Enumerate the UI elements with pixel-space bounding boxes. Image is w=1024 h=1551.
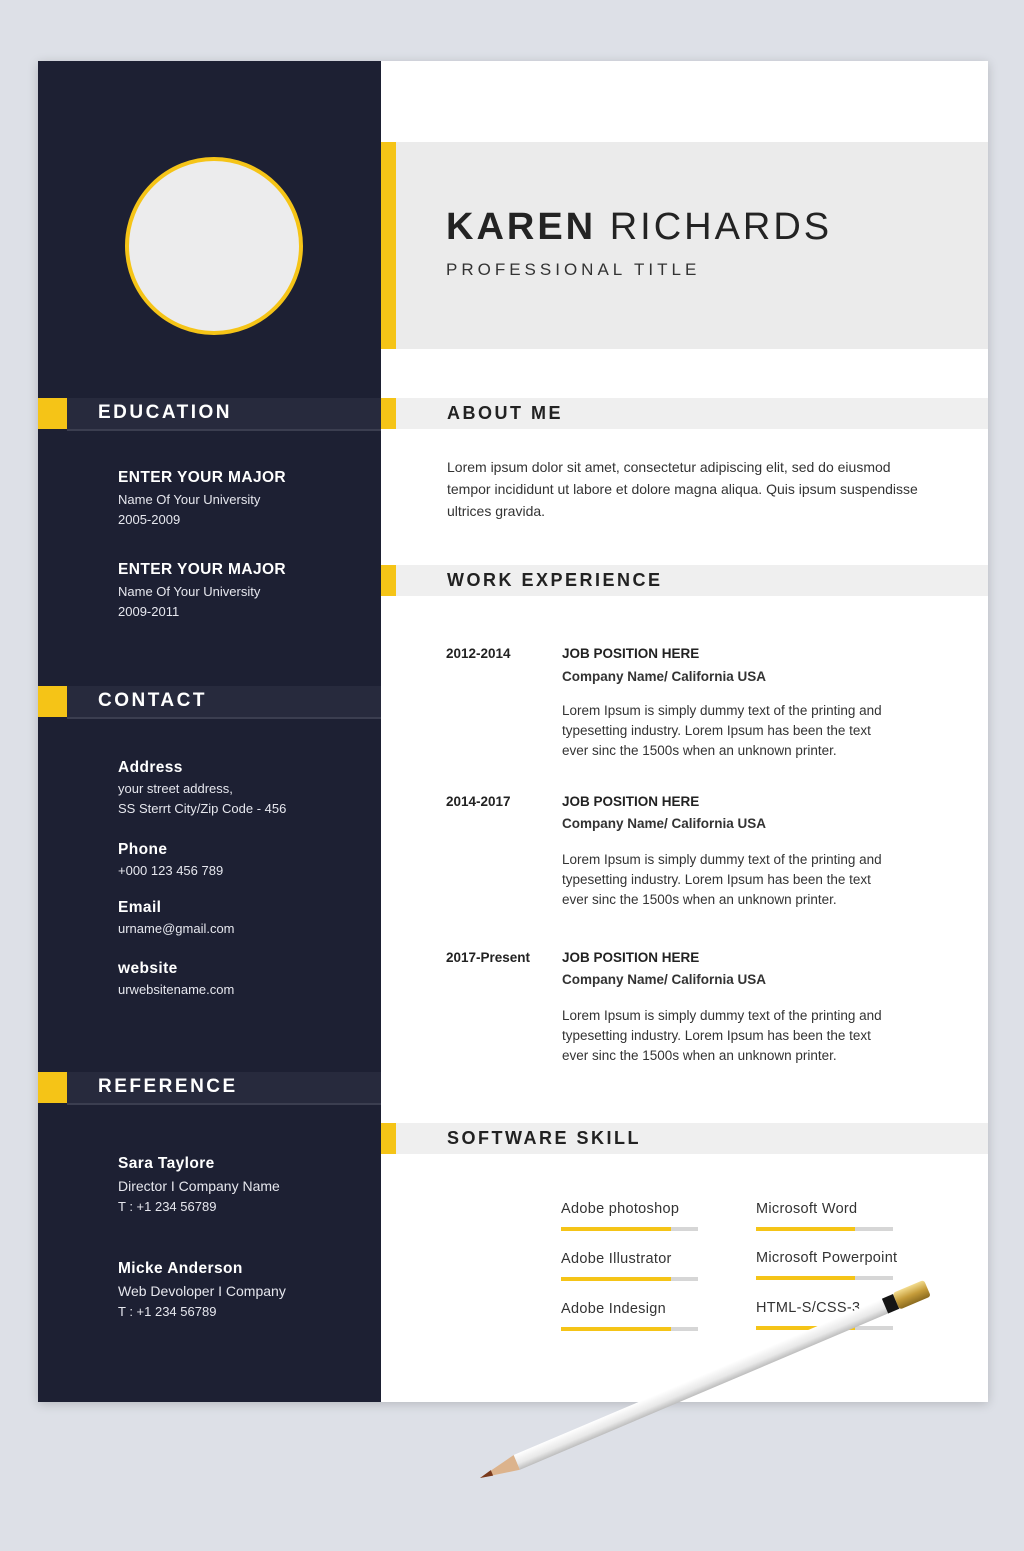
education-university: Name Of Your University xyxy=(118,492,261,507)
pencil-tip xyxy=(477,1455,520,1485)
skills-heading-label: SOFTWARE SKILL xyxy=(447,1128,641,1148)
education-major: ENTER YOUR MAJOR xyxy=(118,469,287,486)
pencil-body xyxy=(514,1291,907,1470)
professional-title: PROFESSIONAL TITLE xyxy=(446,260,701,279)
job-description: Lorem Ipsum is simply dummy text of the printing and typesetting industry. Lorem Ipsum has been the text ever sinc the 1500s when an unknown printer. xyxy=(562,703,882,758)
education-years: 2005-2009 xyxy=(118,512,181,527)
website-label: website xyxy=(118,960,178,977)
about-text: Lorem ipsum dolor sit amet, consectetur adipiscing elit, sed do eiusmod tempor incididunt ut labore et dolore magna aliqua. Quis ipsum suspendisse ultrices gravida. xyxy=(447,459,918,519)
job-company: Company Name/ California USA xyxy=(562,972,767,987)
skill-name: HTML-S/CSS-3 xyxy=(756,1300,861,1316)
work-heading-label: WORK EXPERIENCE xyxy=(447,570,663,590)
job-period: 2014-2017 xyxy=(446,794,511,809)
email-label: Email xyxy=(118,899,162,916)
skill-name: Adobe Indesign xyxy=(561,1301,666,1317)
reference-phone: T : +1 234 56789 xyxy=(118,1304,217,1319)
address-line-1: your street address, xyxy=(118,781,233,796)
skill-name: Adobe Illustrator xyxy=(561,1251,672,1267)
job-description: Lorem Ipsum is simply dummy text of the printing and typesetting industry. Lorem Ipsum has been the text ever sinc the 1500s when an unknown printer. xyxy=(562,852,882,907)
job-position: JOB POSITION HERE xyxy=(562,646,700,661)
about-heading-label: ABOUT ME xyxy=(447,403,563,423)
skill-name: Microsoft Word xyxy=(756,1201,858,1217)
phone-value: +000 123 456 789 xyxy=(118,863,224,878)
job-description: Lorem Ipsum is simply dummy text of the printing and typesetting industry. Lorem Ipsum has been the text ever sinc the 1500s when an unknown printer. xyxy=(562,1008,882,1063)
job-period: 2017-Present xyxy=(446,950,531,965)
reference-name: Micke Anderson xyxy=(118,1260,243,1277)
reference-role: Director I Company Name xyxy=(118,1178,280,1194)
phone-label: Phone xyxy=(118,841,168,858)
education-years: 2009-2011 xyxy=(118,604,180,619)
skill-name: Adobe photoshop xyxy=(561,1201,680,1217)
reference-name: Sara Taylore xyxy=(118,1155,215,1172)
first-name: KAREN xyxy=(446,206,597,248)
address-line-2: SS Sterrt City/Zip Code - 456 xyxy=(118,801,287,816)
education-heading-label: EDUCATION xyxy=(98,402,233,423)
pencil-cap xyxy=(893,1280,931,1310)
website-value[interactable]: urwebsitename.com xyxy=(118,982,235,997)
skill-name: Microsoft Powerpoint xyxy=(756,1250,898,1266)
reference-phone: T : +1 234 56789 xyxy=(118,1199,217,1214)
address-label: Address xyxy=(118,759,183,776)
job-position: JOB POSITION HERE xyxy=(562,950,700,965)
job-position: JOB POSITION HERE xyxy=(562,794,700,809)
job-period: 2012-2014 xyxy=(446,646,511,661)
email-value[interactable]: urname@gmail.com xyxy=(118,921,235,936)
reference-heading-label: REFERENCE xyxy=(98,1076,238,1097)
contact-heading-label: CONTACT xyxy=(98,690,207,711)
last-name: RICHARDS xyxy=(609,206,833,248)
job-company: Company Name/ California USA xyxy=(562,669,767,684)
job-company: Company Name/ California USA xyxy=(562,816,767,831)
reference-role: Web Devoloper I Company xyxy=(118,1283,286,1299)
pencil-lead xyxy=(479,1470,493,1481)
education-university: Name Of Your University xyxy=(118,584,261,599)
education-major: ENTER YOUR MAJOR xyxy=(118,561,287,578)
